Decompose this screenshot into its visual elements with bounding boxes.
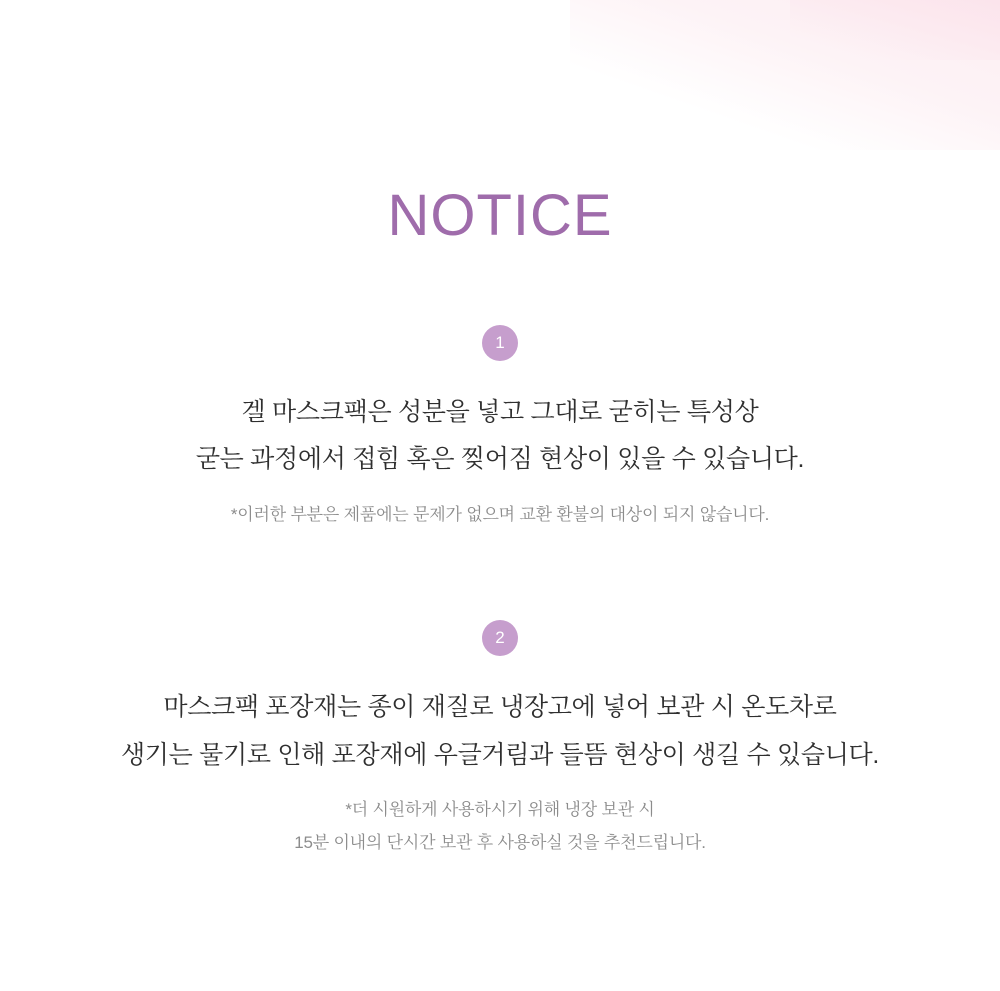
section-2-sub-line-1: *더 시원하게 사용하시기 위해 냉장 보관 시 (345, 800, 655, 820)
section-2-main-line-2: 생기는 물기로 인해 포장재에 우글거림과 들뜸 현상이 생길 수 있습니다. (120, 740, 880, 769)
section-number-badge: 1 (482, 325, 518, 361)
section-1-main-text (0, 389, 1000, 484)
notice-section-1 (0, 325, 1000, 531)
section-1-sub-line-1: *이러한 부분은 제품에는 문제가 없으며 교환 환불의 대상이 되지 않습니다. (230, 504, 770, 524)
section-1-main-line-2: 굳는 과정에서 접힘 혹은 찢어짐 현상이 있을 수 있습니다. (195, 445, 805, 474)
section-2-main-text (0, 684, 1000, 779)
section-2-sub-line-2: 15분 이내의 단시간 보관 후 사용하실 것을 추천드립니다. (294, 833, 706, 853)
section-2-main-line-1: 마스크팩 포장재는 종이 재질로 냉장고에 넣어 보관 시 온도차로 (163, 693, 837, 722)
section-1-main-line-1: 겔 마스크팩은 성분을 넣고 그대로 굳히는 특성상 (241, 397, 759, 426)
section-1-sub-text (0, 498, 1000, 531)
section-2-sub-text (0, 793, 1000, 859)
page-title: NOTICE (387, 183, 613, 248)
notice-section-2 (0, 620, 1000, 859)
section-number-badge: 2 (482, 620, 518, 656)
